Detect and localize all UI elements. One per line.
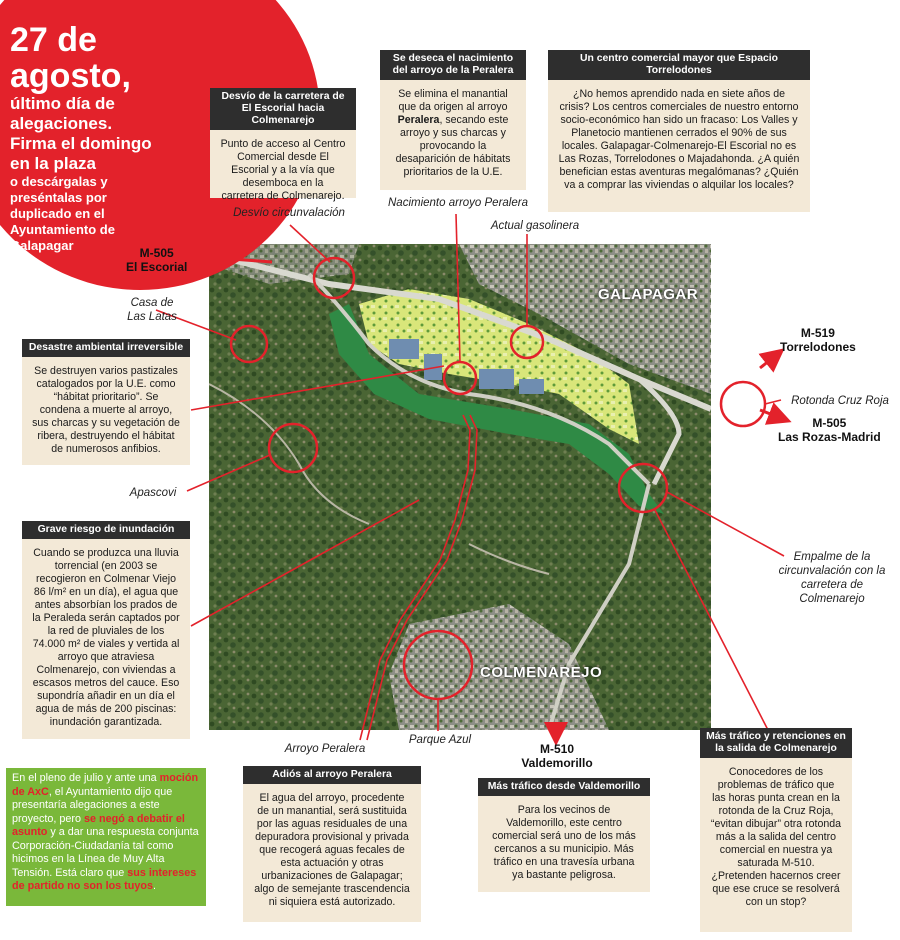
- box-desastre-body: Se destruyen varios pastizales catalogados por la U.E. como “hábitat prioritario”. Se condena a muerte al arroyo, sus charcas y su vegetación de ribera, destruyendo el hábitat de numerosos anfibios.: [32, 365, 180, 455]
- road-m510: [512, 742, 602, 770]
- box-nacimiento-body: [380, 80, 526, 187]
- road-m510-code: M-510: [539, 742, 574, 756]
- green-note-t4: .: [152, 880, 156, 892]
- box-adios-header: Adiós al arroyo Peralera: [243, 766, 421, 784]
- green-note-h3: sus intereses de partido no son los tuyos: [12, 866, 197, 892]
- road-m510-dest: Valdemorillo: [521, 756, 593, 770]
- badge-line3: último día de: [10, 94, 115, 113]
- box-valdemorillo-header: Más tráfico desde Valdemorillo: [478, 778, 650, 796]
- box-inundacion-header: Grave riesgo de inundación: [22, 521, 190, 539]
- box-desvio-body: Punto de acceso al Centro Comercial desde El Escorial y a la vía que desemboca en la carretera de Colmenarejo.: [220, 138, 346, 202]
- green-note-t1: En el pleno de julio y ante una: [12, 772, 160, 784]
- box-centro-header: Un centro comercial mayor que Espacio Torrelodones: [548, 50, 810, 80]
- badge-line11: Galapagar: [10, 238, 74, 253]
- town-galapagar: GALAPAGAR: [598, 286, 699, 303]
- road-m519: [780, 326, 856, 354]
- box-nacimiento-body-b: , secando este arroyo y sus charcas y provocando la desaparición de hábitats prioritarios de la U.E.: [395, 114, 511, 178]
- box-nacimiento-body-a: Se elimina el manantial que da origen al arroyo: [398, 88, 508, 113]
- box-inundacion-body: Cuando se produzca una lluvia torrencial (en 2003 se recogieron en Colmenar Viejo 86 l/m² en un día), el agua que antes absorbían los prados de la Peraleda serán captados por la red de pluviales de los 74.000 m² de viales y vertida al arroyo que atraviesa Colmenarejo, con viviendas a escasos metros del cauce. Eso supondría añadir en un día el agua de más de 200 piscinas: inundación garantizada.: [32, 547, 180, 728]
- road-m505-rozas-dest: Las Rozas-Madrid: [778, 430, 881, 444]
- road-m505-rozas-code: M-505: [812, 416, 847, 430]
- label-rotonda-cruz-roja: Rotonda Cruz Roja: [791, 395, 889, 407]
- label-apascovi: Apascovi: [129, 487, 177, 499]
- circle-parque-azul: [404, 631, 472, 699]
- town-colmenarejo: COLMENAREJO: [480, 664, 603, 681]
- circle-desvio: [314, 258, 354, 298]
- road-m505-rozas: [778, 416, 881, 444]
- box-retenciones-header: Más tráfico y retenciones en la salida de Colmenarejo: [700, 728, 852, 758]
- label-gasolinera: Actual gasolinera: [490, 220, 580, 232]
- badge-line9: duplicado en el: [10, 206, 105, 221]
- box-inundacion: [22, 521, 190, 739]
- box-desvio-header: Desvío de la carretera de El Escorial hacia Colmenarejo: [210, 88, 356, 130]
- box-centro-comercial: [548, 50, 810, 212]
- box-adios-arroyo: [243, 766, 421, 922]
- green-note: [6, 768, 206, 906]
- circle-nacimiento: [444, 362, 476, 394]
- road-m505-escorial-code: M-505: [139, 246, 174, 260]
- label-arroyo-peralera: Arroyo Peralera: [284, 743, 366, 755]
- label-empalme: Empalme de la circunvalación con la carretera de Colmenarejo: [778, 551, 886, 605]
- badge-date-line1: 27 de: [10, 21, 97, 59]
- box-valdemorillo-body: Para los vecinos de Valdemorillo, este centro comercial será uno de los más cercanos a su municipio. Más tráfico en una travesía urbana ya bastante peligrosa.: [492, 804, 636, 881]
- badge-line6: en la plaza: [10, 154, 96, 173]
- box-centro-body: ¿No hemos aprendido nada en siete años de crisis? Los centros comerciales de nuestro entorno socio-económico han sido un fracaso: Los Valles y Planetocio mantienen cerrados el 90% de sus locales. Galapagar-Colmenarejo-El Escorial no es Las Rozas, Torrelodones o Majadahonda. ¿A quién benefician estas aventuras megalómanas? ¿Quién va a comprar las viviendas o alquilar los locales?: [558, 88, 800, 191]
- badge-line5: Firma el domingo: [10, 134, 152, 153]
- badge-line10: Ayuntamiento de: [10, 222, 115, 237]
- road-m505-escorial: [126, 246, 187, 274]
- box-retenciones-body: Conocedores de los problemas de tráfico que las horas punta crean en la rotonda de la Cruz Roja, “evitan dibujar” otra rotonda más a la salida del centro comercial en nuestra ya saturada M-510. ¿Pretenden hacernos creer que ese cruce se resolverá con un stop?: [710, 766, 842, 908]
- badge-line7: o descárgalas y: [10, 174, 108, 189]
- box-nacimiento: [380, 50, 526, 190]
- box-valdemorillo: [478, 778, 650, 892]
- road-m519-code: M-519: [800, 326, 835, 340]
- label-parque-azul: Parque Azul: [408, 734, 472, 746]
- badge-line8: preséntalas por: [10, 190, 107, 205]
- box-nacimiento-body-bold: Peralera: [397, 114, 440, 126]
- circle-apascovi: [269, 424, 317, 472]
- road-m519-dest: Torrelodones: [780, 340, 856, 354]
- circle-casa-latas: [231, 326, 267, 362]
- label-casa-latas: Casa de Las Latas: [127, 297, 177, 323]
- circle-rotonda: [721, 382, 765, 426]
- green-note-t3: y a dar una respuesta conjunta Corporación-Ciudadanía tal como hicimos en la Línea de Muy Alta Tensión. Está claro que: [12, 826, 199, 879]
- label-nacimiento-arroyo: Nacimiento arroyo Peralera: [388, 197, 528, 209]
- label-desvio-circunvalacion: Desvío circunvalación: [233, 207, 345, 219]
- box-nacimiento-header: Se deseca el nacimiento del arroyo de la Peralera: [380, 50, 526, 80]
- road-m505-escorial-dest: El Escorial: [126, 260, 188, 274]
- box-retenciones: [700, 728, 852, 932]
- green-note-h1: moción de AxC: [12, 772, 199, 798]
- badge-date-line2: agosto,: [10, 57, 131, 95]
- box-desvio: [210, 88, 356, 202]
- box-desastre: [22, 339, 190, 465]
- green-note-h2: se negó a debatir el asunto: [12, 812, 185, 838]
- box-adios-body: El agua del arroyo, procedente de un manantial, será sustituida por las aguas residuales de una depuradora provisional y privada que recogerá aguas fecales de esta actuación y otras urbanizaciones de Galapagar; algo de semejante trascendencia ni siquiera está autorizado.: [254, 792, 410, 908]
- circle-empalme: [619, 464, 667, 512]
- badge-line4: alegaciones.: [10, 114, 113, 133]
- green-note-t2: , el Ayuntamiento dijo que presentaría alegaciones a este proyecto, pero: [12, 785, 173, 825]
- box-desastre-header: Desastre ambiental irreversible: [22, 339, 190, 357]
- circle-gasolinera: [511, 326, 543, 358]
